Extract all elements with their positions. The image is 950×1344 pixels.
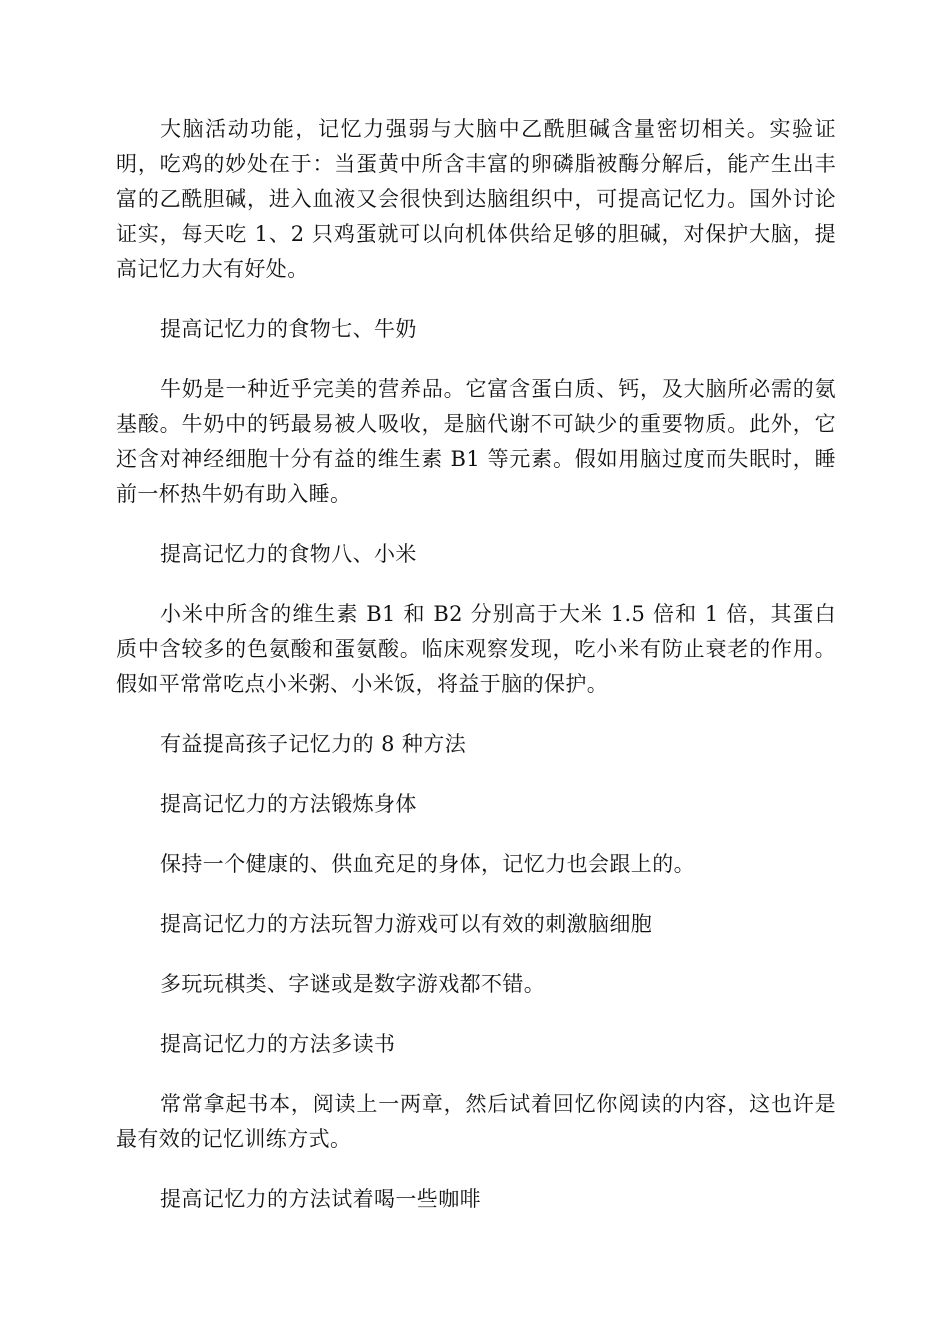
paragraph-milk: 牛奶是一种近乎完美的营养品。它富含蛋白质、钙，及大脑所必需的氨基酸。牛奶中的钙最易被人吸收，是脑代谢不可缺少的重要物质。此外，它还含对神经细胞十分有益的维生素 B1 等元素。假如用脑过度而失眠时，睡前一杯热牛奶有助入睡。 bbox=[116, 377, 836, 506]
paragraph-reading: 常常拿起书本，阅读上一两章，然后试着回忆你阅读的内容，这也许是最有效的记忆训练方式。 bbox=[116, 1092, 836, 1151]
heading-method-exercise: 提高记忆力的方法锻炼身体 bbox=[160, 792, 417, 816]
document-body bbox=[116, 112, 836, 1242]
heading-method-puzzles: 提高记忆力的方法玩智力游戏可以有效的刺激脑细胞 bbox=[160, 912, 653, 936]
heading-method-coffee: 提高记忆力的方法试着喝一些咖啡 bbox=[160, 1187, 481, 1211]
paragraph-puzzles: 多玩玩棋类、字谜或是数字游戏都不错。 bbox=[160, 972, 546, 996]
paragraph-exercise: 保持一个健康的、供血充足的身体，记忆力也会跟上的。 bbox=[160, 852, 695, 876]
heading-eight-methods: 有益提高孩子记忆力的 8 种方法 bbox=[160, 732, 467, 756]
heading-food-eight-millet: 提高记忆力的食物八、小米 bbox=[160, 542, 417, 566]
heading-method-reading: 提高记忆力的方法多读书 bbox=[160, 1032, 396, 1056]
paragraph-egg-choline: 大脑活动功能，记忆力强弱与大脑中乙酰胆碱含量密切相关。实验证明，吃鸡的妙处在于：当蛋黄中所含丰富的卵磷脂被酶分解后，能产生出丰富的乙酰胆碱，进入血液又会很快到达脑组织中，可提高记忆力。国外讨论证实，每天吃 1、2 只鸡蛋就可以向机体供给足够的胆碱，对保护大脑，提高记忆力大有好处。 bbox=[116, 117, 836, 281]
heading-food-seven-milk: 提高记忆力的食物七、牛奶 bbox=[160, 317, 417, 341]
paragraph-millet: 小米中所含的维生素 B1 和 B2 分别高于大米 1.5 倍和 1 倍，其蛋白质中含较多的色氨酸和蛋氨酸。临床观察发现，吃小米有防止衰老的作用。假如平常常吃点小米粥、小米饭，将益于脑的保护。 bbox=[116, 602, 836, 696]
